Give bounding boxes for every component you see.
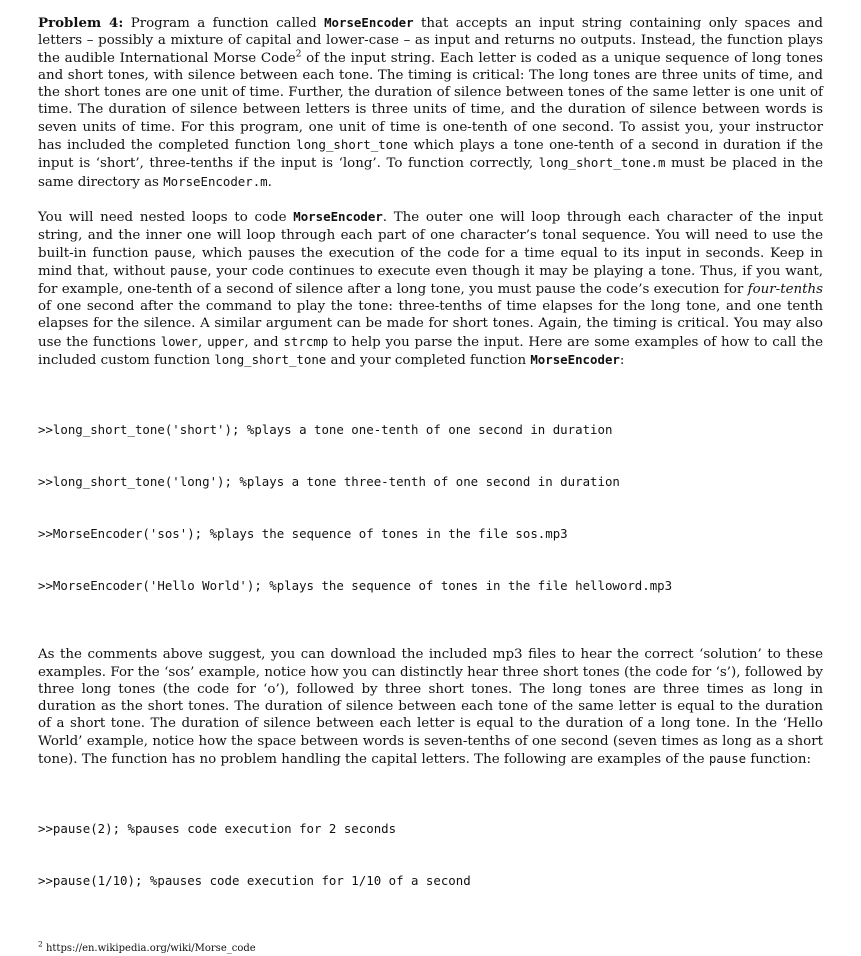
footnote-url: https://en.wikipedia.org/wiki/Morse_code (42, 942, 256, 954)
code-line: >>long_short_tone('short'); %plays a tone one-tenth of one second in duration (38, 422, 613, 438)
code-block-pause (38, 786, 823, 924)
code-line: >>pause(2); %pauses code execution for 2 seconds (38, 821, 397, 837)
document-page (38, 14, 823, 956)
code-line: >>long_short_tone('long'); %plays a tone three-tenth of one second in duration (38, 474, 620, 490)
inline-code: strcmp (283, 333, 329, 349)
footnote-ref: 2 (295, 49, 302, 60)
problem-paragraph-1: Problem 4: Program a function called MorseEncoder that accepts an input string containing only spaces and letters – possibly a mixture of capital and lower-case – as input and returns no outputs. Instead, the function plays the audible International Morse Code$^2$ of the input string. Each letter is coded as a unique sequence of long tones and short tones, with silence between each tone. The timing is critical: The long tones are three units of time, and the short tones are one unit of time. Further, the duration of silence between tones of the same letter is one unit of time. The duration of silence between letters is three units of time, and the duration of silence between words is seven units of time. For this program, one unit of time is one-tenth of one second. To assist you, your instructor has included the completed function long_short_tone which plays a tone one-tenth of a second in duration if the input is ‘short’, three-tenths if the input is ‘long’. To function correctly, long_short_tone.m must be placed in the same directory as MorseEncoder.m. (38, 15, 824, 190)
inline-code: pause (708, 751, 747, 767)
footnote (38, 939, 823, 956)
function-name: MorseEncoder (293, 209, 383, 225)
problem-paragraph-3: As the comments above suggest, you can download the included mp3 files to hear the correct ‘solution’ to these examples. For the ‘sos’ example, notice how you can distinctly hear three short tones (the code for ‘s’), followed by three long tones (the code for ‘o’), followed by three short tones. The long tones are three times as long in duration as the short tones. The duration of silence between each tone of the same letter is equal to the duration of a short tone. The duration of silence between each letter is equal to the duration of a long tone. In the ‘Hello World’ example, notice how the space between words is seven-tenths of one second (seven times as long as a short tone). The function has no problem handling the capital letters. The following are examples of the pause function: (38, 647, 823, 768)
code-line: >>MorseEncoder('Hello World'); %plays the sequence of tones in the file helloword.mp3 (38, 577, 673, 593)
inline-code: long_short_tone (214, 351, 327, 367)
emphasis: four-tenths (747, 281, 823, 297)
problem-heading: Problem 4: (38, 15, 124, 31)
inline-code: long_short_tone.m (538, 155, 666, 171)
inline-code: upper (207, 333, 245, 349)
problem-paragraph-2: You will need nested loops to code MorseEncoder. The outer one will loop through each character of the input string, and the inner one will loop through each part of one character’s tonal sequence. You will need to use the built-in function pause, which pauses the execution of the code for a time equal to its input in seconds. Keep in mind that, without pause, your code continues to execute even though it may be playing a tone. Thus, if you want, for example, one-tenth of a second of silence after a long tone, you must pause the code’s execution for four-tenths of one second after the command to play the tone: three-tenths of time elapses for the long tone, and one tenth elapses for the silence. A similar argument can be made for short tones. Again, the timing is critical. You may also use the functions lower, upper, and strcmp to help you parse the input. Here are some examples of how to call the included custom function long_short_tone and your completed function MorseEncoder: (38, 209, 824, 368)
inline-code: long_short_tone (296, 137, 409, 153)
function-name: MorseEncoder (530, 351, 620, 367)
footnote-number: 2 (38, 939, 43, 949)
function-name: MorseEncoder (324, 15, 414, 30)
inline-code: MorseEncoder.m (163, 173, 268, 189)
code-block-examples (38, 387, 823, 629)
code-line: >>MorseEncoder('sos'); %plays the sequence of tones in the file sos.mp3 (38, 526, 568, 542)
inline-code: pause (170, 263, 208, 279)
inline-code: pause (154, 245, 192, 261)
inline-code: lower (160, 333, 199, 349)
code-line: >>pause(1/10); %pauses code execution for 1/10 of a second (38, 873, 471, 889)
